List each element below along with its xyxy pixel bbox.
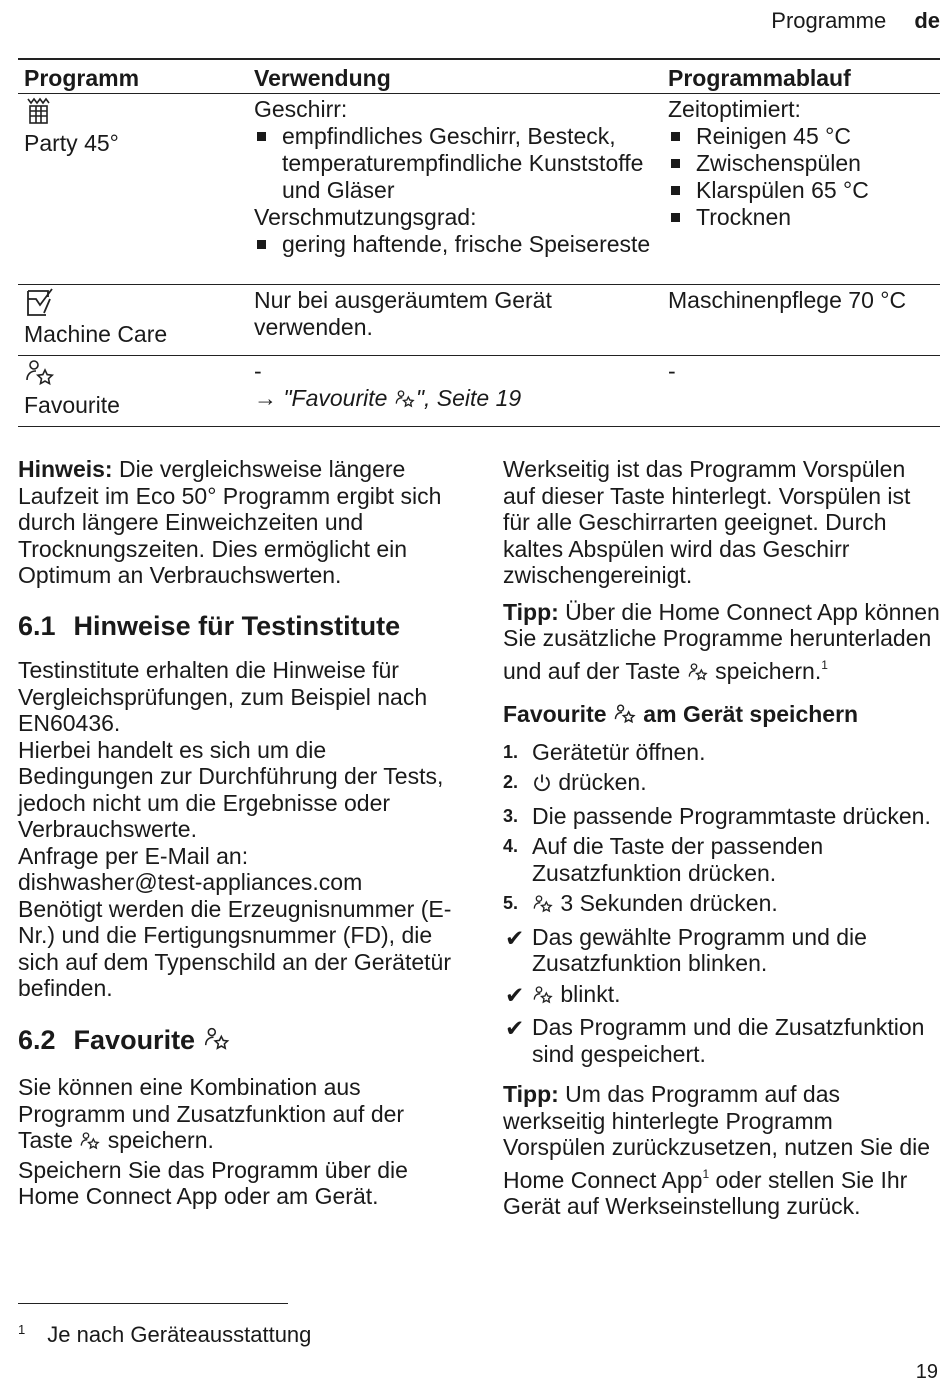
footnote-text: Je nach Geräteausstattung (47, 1322, 312, 1347)
check-icon: ✔ (505, 924, 525, 951)
col-header-programmablauf: Programmablauf (662, 59, 940, 94)
section-title: Hinweise für Testinstitute (73, 610, 401, 641)
tip-paragraph-1 (503, 599, 941, 688)
party-use-cell (248, 94, 662, 285)
test-institute-p3: Anfrage per E-Mail an: (18, 842, 249, 869)
list-item: empfindliches Geschirr, Besteck, temperaturempfindliche Kunststoffe und Gläser (254, 123, 656, 204)
care-flow-cell: Maschinenpflege 70 °C (662, 285, 940, 356)
list-item (503, 769, 941, 799)
fav-use-cell (248, 356, 662, 427)
fav-use-dash: - (254, 358, 262, 384)
list-item: Reinigen 45 °C (668, 123, 934, 150)
test-institute-p4: Benötigt werden die Erzeugnisnummer (E-Nr.) und die Fertigungsnummer (FD), die sich auf dem Typenschild an der Gerätetür befinden. (18, 895, 452, 1001)
power-icon (532, 772, 552, 799)
favourite-icon (394, 388, 416, 415)
results-list (503, 924, 941, 1068)
save-favourite-heading (503, 701, 941, 731)
step-text: Gerätetür öffnen. (532, 738, 706, 765)
tip-text: Um das Programm auf das werkseitig hinterlegte Programm Vorspülen zurückzusetzen, nutzen Sie die Home Connect App (503, 1081, 931, 1193)
step-number: 2. (503, 772, 519, 792)
party-flow-cell (662, 94, 940, 285)
result-text: blinkt. (554, 980, 621, 1007)
section-6-1-heading (18, 610, 460, 641)
program-table (18, 58, 940, 427)
list-item: Trocknen (668, 204, 934, 231)
footnote-ref: 1 (702, 1166, 710, 1181)
list-item (503, 1014, 941, 1067)
result-text: Das Programm und die Zusatzfunktion sind gespeichert. (532, 1014, 925, 1067)
table-row-favourite (18, 356, 940, 427)
favourite-p1 (18, 1074, 460, 1157)
heading-part: Favourite (503, 701, 613, 727)
steps-list (503, 739, 941, 920)
list-item (503, 890, 941, 920)
step-number: 5. (503, 893, 519, 913)
section-6-2-heading (18, 1026, 460, 1057)
party-soil-list (254, 231, 656, 258)
list-item: Klarspülen 65 °C (668, 177, 934, 204)
tip-tail: speichern. (715, 657, 822, 684)
step-text: 3 Sekunden drücken. (554, 890, 778, 916)
footnote-divider (18, 1303, 288, 1304)
step-number: 1. (503, 741, 519, 762)
favourite-p2: Speichern Sie das Programm über die Home Connect App oder am Gerät. (18, 1156, 408, 1209)
machine-care-icon (24, 287, 242, 321)
tip-label: Tipp: (503, 598, 559, 625)
party-program-cell (18, 94, 248, 285)
step-text: Die passende Programmtaste drücken. (532, 802, 931, 829)
favourite-p1-text: Sie können eine Kombination aus Programm und Zusatzfunktion auf der Taste (18, 1074, 405, 1153)
favourite-icon (532, 893, 554, 920)
care-use-cell: Nur bei ausgeräumtem Gerät verwenden. (248, 285, 662, 356)
running-header (771, 8, 940, 34)
note-paragraph (18, 456, 460, 589)
favourite-person-star-icon (24, 358, 242, 392)
tip-text: Über die Home Connect App können Sie zusätzliche Programme herunterladen und auf der Taste (503, 598, 940, 684)
care-program-cell (18, 285, 248, 356)
footnote-ref: 1 (821, 657, 828, 672)
header-section: Programme (771, 8, 887, 33)
favourite-icon (79, 1130, 101, 1157)
list-item (503, 803, 941, 830)
fav-program-cell (18, 356, 248, 427)
section-number: 6.2 (18, 1024, 56, 1055)
header-language: de (914, 8, 940, 33)
party-use-list (254, 123, 656, 204)
list-item: gering haftende, frische Speisereste (254, 231, 656, 258)
favourite-p1-tail: speichern. (101, 1127, 214, 1153)
crossref-tail: ", Seite 19 (415, 385, 522, 411)
table-header-row (18, 59, 940, 94)
party-glasses-icon (24, 96, 242, 130)
check-icon: ✔ (505, 1015, 525, 1041)
right-column (503, 456, 941, 1220)
step-number: 3. (503, 805, 519, 826)
col-header-programm: Programm (18, 59, 248, 94)
section-title: Favourite (73, 1024, 196, 1055)
col-header-verwendung: Verwendung (248, 59, 662, 94)
factory-default-paragraph: Werkseitig ist das Programm Vorspülen auf dieser Taste hinterlegt. Vorspülen ist für alle Geschirrarten geeignet. Durch kaltes Abspülen wird das Geschirr zwischengereinigt. (503, 456, 911, 588)
list-item (503, 739, 941, 766)
test-institute-p2: Hierbei handelt es sich um die Bedingungen zur Durchführung der Tests, jedoch nicht um die Ergebnisse oder Verbrauchswerte. (18, 736, 444, 842)
check-icon: ✔ (505, 981, 525, 1008)
favourite-icon (613, 703, 637, 731)
fav-program-name: Favourite (24, 392, 120, 418)
tip-tail: oder stellen Sie Ihr Gerät auf Werkseinstellung zurück. (503, 1166, 908, 1219)
list-item (503, 833, 941, 886)
table-row-machine-care (18, 285, 940, 356)
party-program-name: Party 45° (24, 130, 119, 156)
favourite-icon (532, 984, 554, 1011)
result-text: Das gewählte Programm und die Zusatzfunktion blinken. (532, 923, 867, 976)
test-institute-p1: Testinstitute erhalten die Hinweise für Vergleichsprüfungen, zum Beispiel nach EN60436. (18, 657, 428, 736)
favourite-icon (687, 661, 709, 688)
left-column (18, 456, 460, 1210)
party-flow-intro: Zeitoptimiert: (668, 96, 801, 122)
step-text: Auf die Taste der passenden Zusatzfunktion drücken. (532, 833, 824, 886)
step-text: drücken. (552, 769, 647, 795)
footnote-mark: 1 (18, 1322, 26, 1337)
note-label: Hinweis: (18, 456, 113, 482)
party-use-intro: Geschirr: (254, 96, 348, 122)
page-number: 19 (915, 1361, 938, 1383)
tip-label: Tipp: (503, 1081, 559, 1107)
list-item (503, 981, 941, 1011)
party-soil-intro: Verschmutzungsgrad: (254, 204, 477, 230)
list-item (503, 924, 941, 977)
fav-flow-cell: - (662, 356, 940, 427)
note-text: Die vergleichsweise längere Laufzeit im Eco 50° Programm ergibt sich durch längere Einweichzeiten und Trocknungszeiten. Dies ermöglicht ein Optimum an Verbrauchswerten. (18, 456, 442, 588)
step-number: 4. (503, 836, 519, 856)
table-row-party (18, 94, 940, 285)
care-program-name: Machine Care (24, 321, 168, 347)
test-institute-email[interactable]: dishwasher@test-appliances.com (18, 869, 363, 895)
footnote (18, 1322, 311, 1348)
fav-crossref[interactable] (254, 385, 656, 415)
list-item: Zwischenspülen (668, 150, 934, 177)
heading-part: am Gerät speichern (636, 701, 859, 727)
section-number: 6.1 (18, 610, 56, 641)
party-flow-list (668, 123, 934, 231)
tip-paragraph-2 (503, 1081, 941, 1220)
crossref-text: → "Favourite (254, 385, 394, 411)
favourite-icon (203, 1026, 231, 1057)
